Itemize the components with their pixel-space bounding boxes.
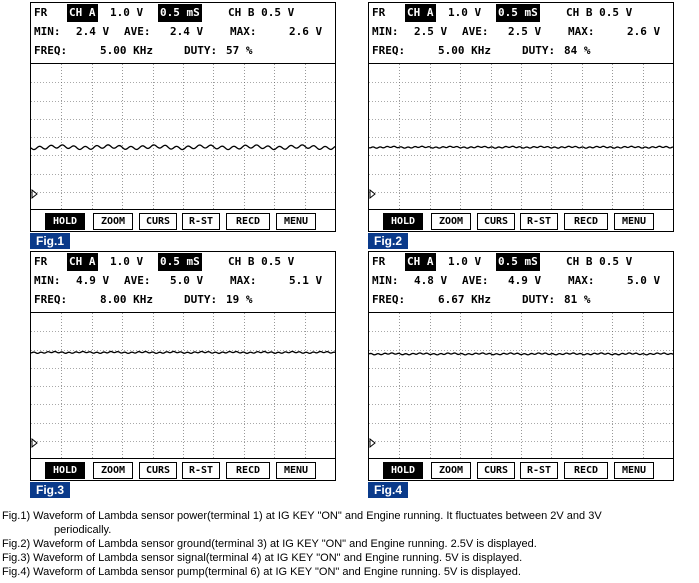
waveform-plot	[369, 64, 673, 210]
timebase-badge[interactable]: 0.5 mS	[158, 253, 202, 271]
channel-b-volts: CH B 0.5 V	[228, 6, 295, 19]
recd-button[interactable]: RECD	[564, 213, 608, 230]
max-label: MAX:	[568, 25, 595, 38]
ave-label: AVE:	[462, 25, 489, 38]
channel-a-volts: 1.0 V	[448, 6, 482, 19]
mode-label: FR	[372, 6, 386, 19]
figure-label-fig2: Fig.2	[368, 233, 408, 249]
waveform-grid	[31, 63, 335, 210]
recd-button[interactable]: RECD	[226, 462, 270, 479]
min-value: 2.5 V	[414, 25, 448, 38]
menu-button[interactable]: MENU	[614, 213, 654, 230]
waveform-plot	[31, 313, 335, 459]
scope-button-bar	[369, 458, 673, 481]
ave-label: AVE:	[124, 274, 151, 287]
ground-marker-icon	[32, 439, 37, 447]
hold-button[interactable]: HOLD	[383, 462, 423, 479]
max-label: MAX:	[230, 25, 257, 38]
timebase-badge[interactable]: 0.5 mS	[496, 4, 540, 22]
duty-label: DUTY:	[184, 44, 218, 57]
channel-a-volts: 1.0 V	[110, 255, 144, 268]
ground-marker-icon	[370, 439, 375, 447]
waveform-plot	[31, 64, 335, 210]
channel-a-badge[interactable]: CH A	[405, 4, 436, 22]
header-row-freqduty	[372, 42, 670, 60]
ave-label: AVE:	[124, 25, 151, 38]
min-value: 4.8 V	[414, 274, 448, 287]
oscilloscope-screen	[368, 251, 674, 481]
waveform-plot	[369, 313, 673, 459]
ave-value: 2.5 V	[508, 25, 542, 38]
waveform-grid	[369, 312, 673, 459]
caption-fig1-continued: periodically.	[54, 524, 112, 536]
header-row-freqduty	[372, 291, 670, 309]
figure-captions	[2, 509, 697, 579]
rst-button[interactable]: R-ST	[520, 462, 558, 479]
duty-value: 57 %	[226, 44, 253, 57]
caption-fig1: Fig.1) Waveform of Lambda sensor power(terminal 1) at IG KEY "ON" and Engine running. It fluctuates between 2V and 3V	[2, 510, 602, 522]
scope-header	[369, 252, 673, 312]
oscilloscope-screen	[30, 251, 336, 481]
mode-label: FR	[372, 255, 386, 268]
scope-panel-fig1	[30, 2, 336, 248]
max-label: MAX:	[568, 274, 595, 287]
zoom-button[interactable]: ZOOM	[431, 213, 471, 230]
header-row-channel	[34, 4, 332, 22]
header-row-channel	[372, 253, 670, 271]
header-row-channel	[34, 253, 332, 271]
header-row-channel	[372, 4, 670, 22]
zoom-button[interactable]: ZOOM	[431, 462, 471, 479]
curs-button[interactable]: CURS	[139, 213, 177, 230]
max-value: 5.1 V	[289, 274, 323, 287]
mode-label: FR	[34, 255, 48, 268]
min-value: 4.9 V	[76, 274, 110, 287]
hold-button[interactable]: HOLD	[45, 213, 85, 230]
menu-button[interactable]: MENU	[276, 462, 316, 479]
max-label: MAX:	[230, 274, 257, 287]
duty-label: DUTY:	[522, 293, 556, 306]
freq-label: FREQ:	[372, 293, 406, 306]
scope-header	[31, 252, 335, 312]
scope-panel-fig2	[368, 2, 674, 248]
waveform-trace	[369, 353, 673, 355]
scope-header	[31, 3, 335, 63]
mode-label: FR	[34, 6, 48, 19]
ave-value: 5.0 V	[170, 274, 204, 287]
channel-a-badge[interactable]: CH A	[405, 253, 436, 271]
hold-button[interactable]: HOLD	[383, 213, 423, 230]
scope-button-bar	[369, 209, 673, 232]
channel-b-volts: CH B 0.5 V	[566, 6, 633, 19]
max-value: 2.6 V	[289, 25, 323, 38]
waveform-grid	[369, 63, 673, 210]
oscilloscope-screen	[368, 2, 674, 232]
header-row-minavemax	[372, 23, 670, 41]
ave-value: 4.9 V	[508, 274, 542, 287]
max-value: 5.0 V	[627, 274, 661, 287]
curs-button[interactable]: CURS	[477, 462, 515, 479]
waveform-trace	[369, 146, 673, 148]
duty-value: 84 %	[564, 44, 591, 57]
waveform-trace	[31, 145, 335, 150]
channel-a-badge[interactable]: CH A	[67, 4, 98, 22]
oscilloscope-screen	[30, 2, 336, 232]
freq-label: FREQ:	[34, 293, 68, 306]
min-label: MIN:	[34, 25, 61, 38]
caption-fig2: Fig.2) Waveform of Lambda sensor ground(terminal 3) at IG KEY "ON" and Engine running. 2.5V is displayed.	[2, 538, 537, 550]
ground-marker-icon	[32, 190, 37, 198]
freq-label: FREQ:	[34, 44, 68, 57]
scope-header	[369, 3, 673, 63]
ground-marker-icon	[370, 190, 375, 198]
header-row-freqduty	[34, 42, 332, 60]
waveform-grid	[31, 312, 335, 459]
channel-a-volts: 1.0 V	[110, 6, 144, 19]
zoom-button[interactable]: ZOOM	[93, 213, 133, 230]
figure-label-fig4: Fig.4	[368, 482, 408, 498]
min-label: MIN:	[372, 274, 399, 287]
freq-value: 5.00 KHz	[100, 44, 153, 57]
min-label: MIN:	[372, 25, 399, 38]
waveform-trace	[31, 351, 335, 353]
header-row-minavemax	[34, 23, 332, 41]
freq-label: FREQ:	[372, 44, 406, 57]
duty-label: DUTY:	[184, 293, 218, 306]
duty-value: 81 %	[564, 293, 591, 306]
scope-panel-fig4	[368, 251, 674, 497]
caption-fig4: Fig.4) Waveform of Lambda sensor pump(terminal 6) at IG KEY "ON" and Engine running. 5V is displayed.	[2, 566, 521, 578]
curs-button[interactable]: CURS	[477, 213, 515, 230]
rst-button[interactable]: R-ST	[182, 462, 220, 479]
channel-b-volts: CH B 0.5 V	[228, 255, 295, 268]
scope-panel-fig3	[30, 251, 336, 497]
hold-button[interactable]: HOLD	[45, 462, 85, 479]
caption-fig3: Fig.3) Waveform of Lambda sensor signal(terminal 4) at IG KEY "ON" and Engine running. 5V is displayed.	[2, 552, 523, 564]
freq-value: 8.00 KHz	[100, 293, 153, 306]
zoom-button[interactable]: ZOOM	[93, 462, 133, 479]
recd-button[interactable]: RECD	[226, 213, 270, 230]
curs-button[interactable]: CURS	[139, 462, 177, 479]
scope-button-bar	[31, 458, 335, 481]
duty-label: DUTY:	[522, 44, 556, 57]
figure-label-fig3: Fig.3	[30, 482, 70, 498]
min-label: MIN:	[34, 274, 61, 287]
rst-button[interactable]: R-ST	[520, 213, 558, 230]
channel-b-volts: CH B 0.5 V	[566, 255, 633, 268]
channel-a-badge[interactable]: CH A	[67, 253, 98, 271]
menu-button[interactable]: MENU	[614, 462, 654, 479]
freq-value: 5.00 KHz	[438, 44, 491, 57]
scope-button-bar	[31, 209, 335, 232]
max-value: 2.6 V	[627, 25, 661, 38]
header-row-freqduty	[34, 291, 332, 309]
header-row-minavemax	[34, 272, 332, 290]
timebase-badge[interactable]: 0.5 mS	[496, 253, 540, 271]
timebase-badge[interactable]: 0.5 mS	[158, 4, 202, 22]
menu-button[interactable]: MENU	[276, 213, 316, 230]
min-value: 2.4 V	[76, 25, 110, 38]
channel-a-volts: 1.0 V	[448, 255, 482, 268]
header-row-minavemax	[372, 272, 670, 290]
ave-value: 2.4 V	[170, 25, 204, 38]
figure-label-fig1: Fig.1	[30, 233, 70, 249]
rst-button[interactable]: R-ST	[182, 213, 220, 230]
freq-value: 6.67 KHz	[438, 293, 491, 306]
recd-button[interactable]: RECD	[564, 462, 608, 479]
ave-label: AVE:	[462, 274, 489, 287]
duty-value: 19 %	[226, 293, 253, 306]
